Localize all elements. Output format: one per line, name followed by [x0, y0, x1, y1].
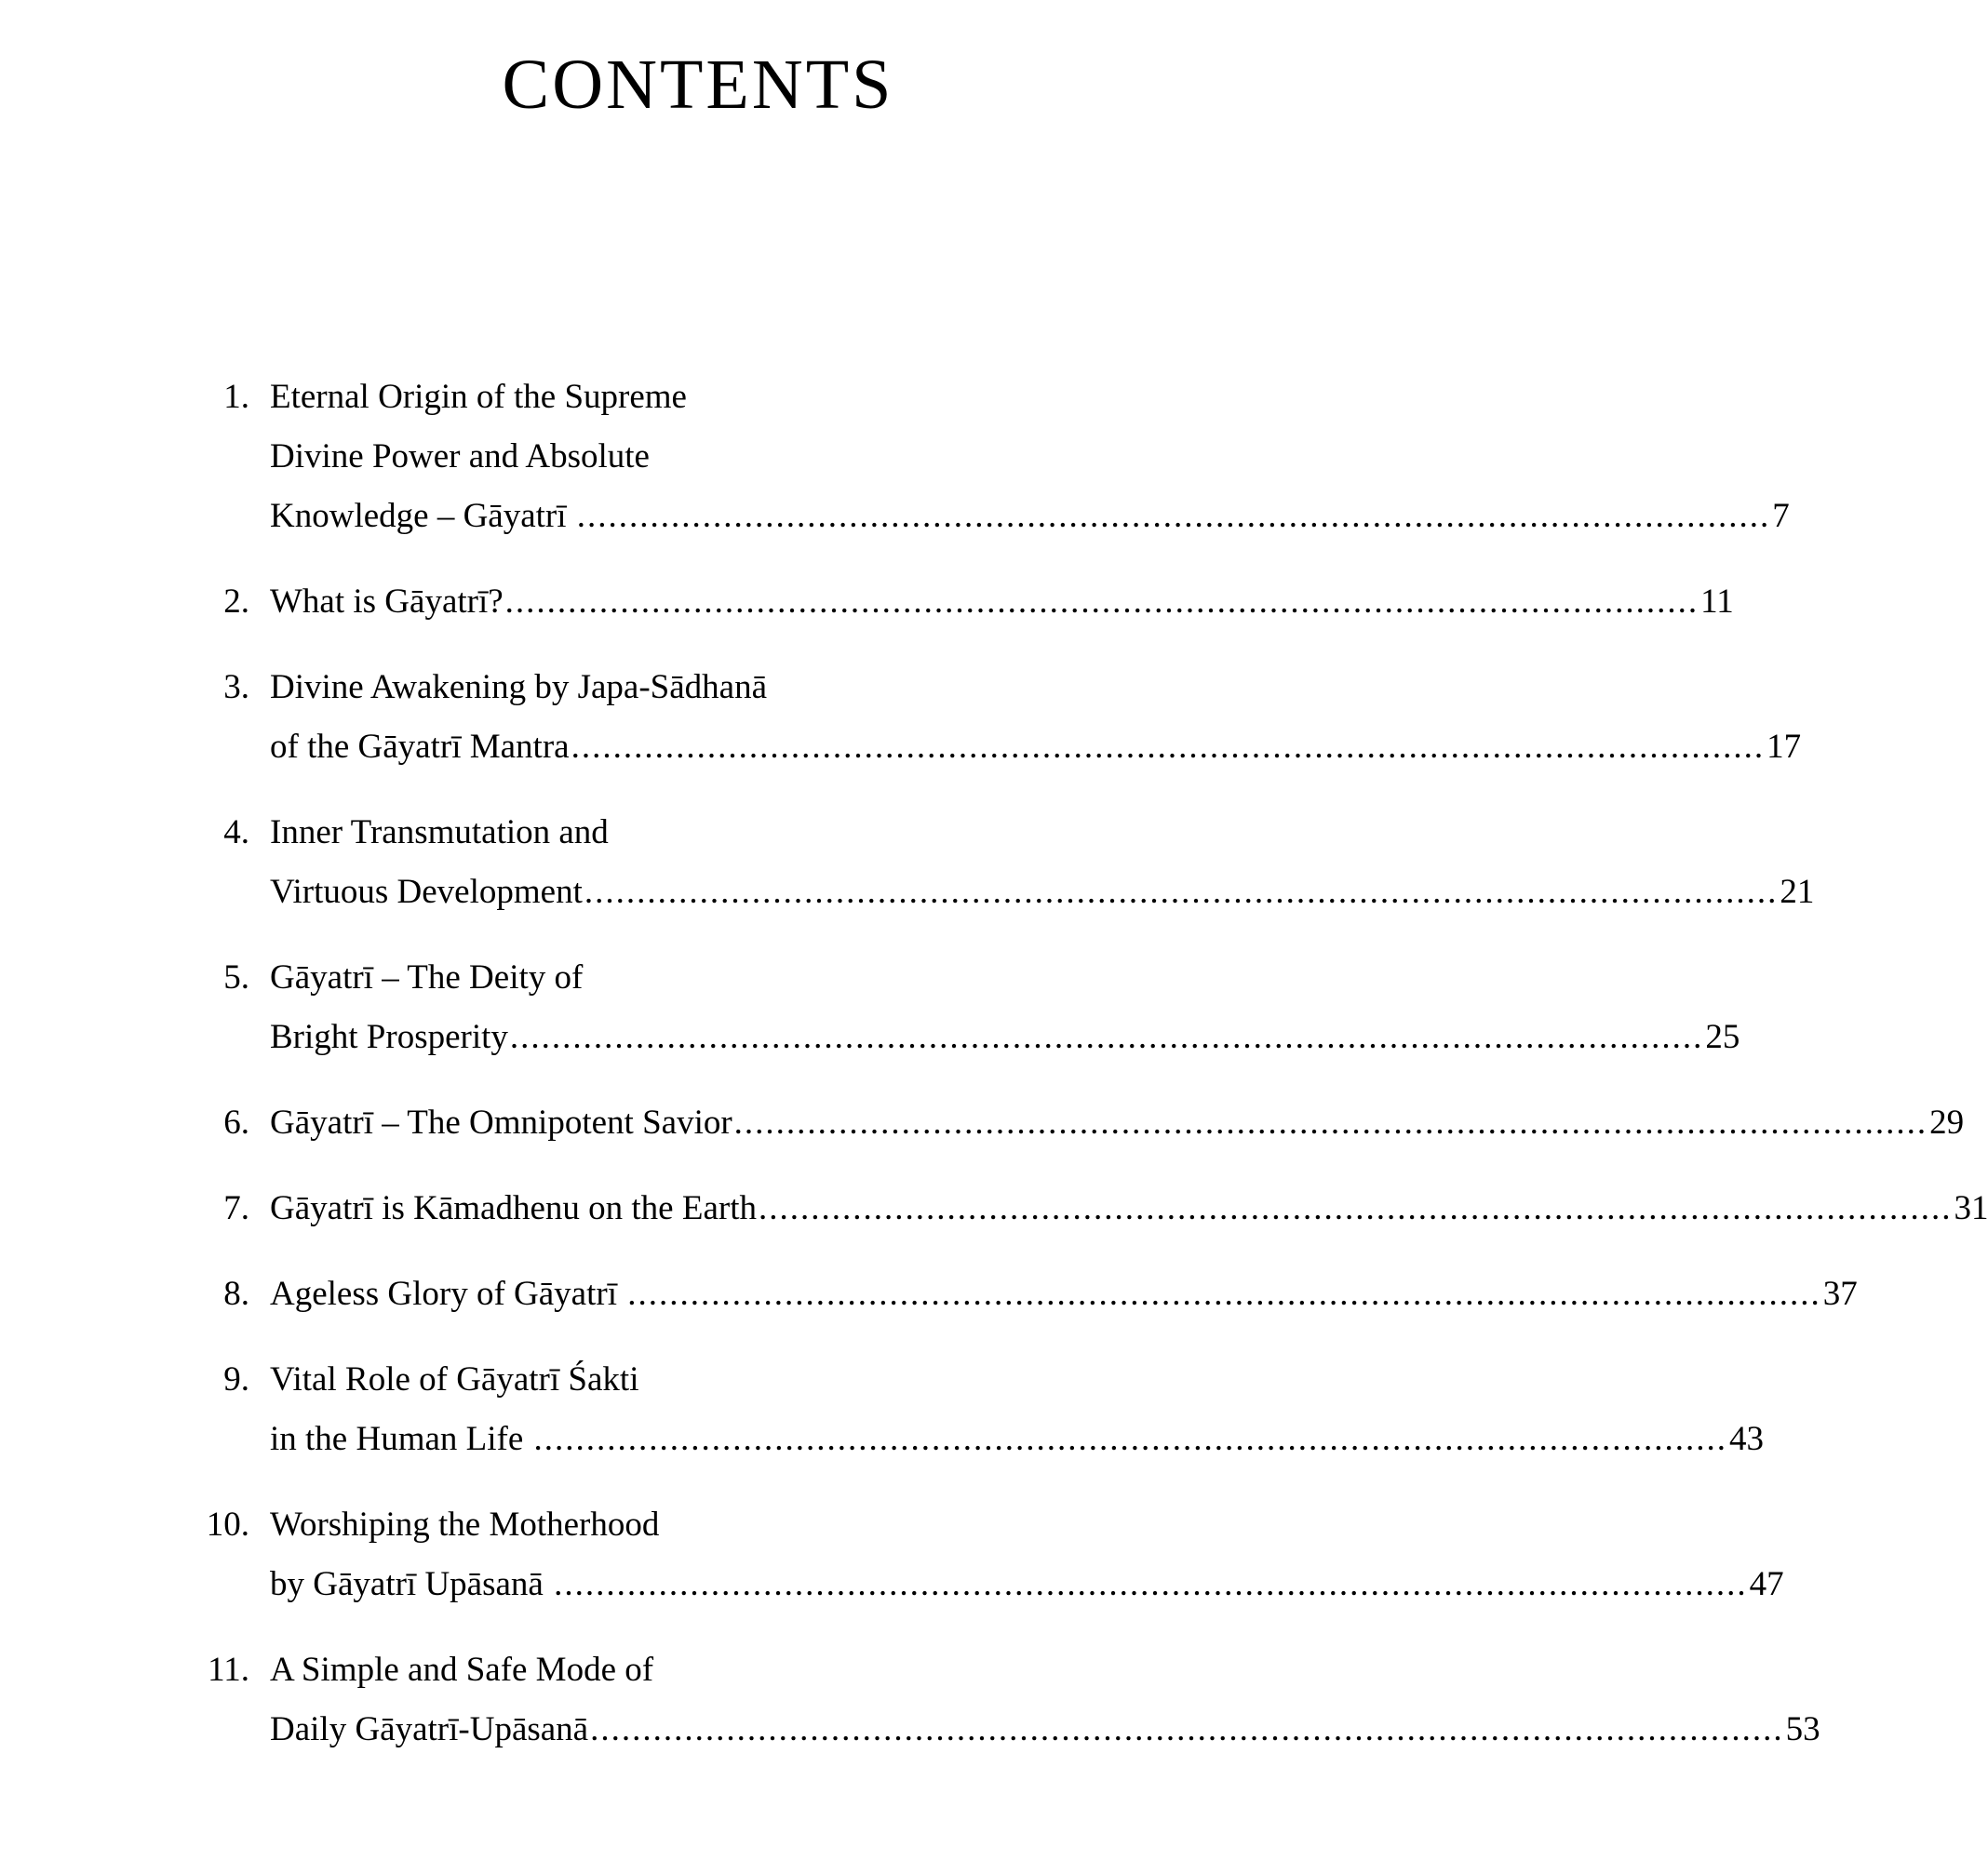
- toc-entry[interactable]: [191, 1179, 1988, 1238]
- toc-entry-title: in the Human Life: [270, 1420, 532, 1458]
- toc-entry[interactable]: [191, 368, 1790, 546]
- toc-entry-number: 8.: [223, 1275, 249, 1313]
- toc-leader-dots: [627, 1265, 1821, 1324]
- toc-page-number: 25: [1705, 1018, 1740, 1056]
- toc-entry[interactable]: [191, 1495, 1784, 1614]
- toc-entry-title: Ageless Glory of Gāyatrī: [270, 1275, 626, 1313]
- toc-leader-dots: [734, 1093, 1928, 1153]
- toc-entry-title: Divine Awakening by Japa-Sādhanā: [270, 668, 767, 706]
- toc-page-number: 47: [1749, 1565, 1784, 1603]
- toc-entry-title: Knowledge – Gāyatrī: [270, 497, 575, 535]
- toc-entry-title: Bright Prosperity: [270, 1018, 508, 1056]
- toc-entry-number: 3.: [223, 668, 249, 706]
- toc-entry-line: [270, 1008, 1740, 1067]
- toc-entry-line: [270, 368, 1790, 427]
- toc-leader-dots: [510, 1008, 1704, 1067]
- toc-entry-line: [270, 1350, 1764, 1410]
- toc-entry-title: Virtuous Development: [270, 873, 583, 911]
- toc-entry-body: [270, 1350, 1764, 1469]
- toc-entry-body: [270, 1179, 1988, 1238]
- toc-entry-title: Inner Transmutation and: [270, 813, 609, 851]
- toc-leader-dots: [759, 1179, 1953, 1238]
- toc-entry-body: [270, 1265, 1858, 1324]
- toc-entry-number: 10.: [206, 1506, 249, 1544]
- toc-entry-number: 1.: [223, 378, 249, 416]
- toc-entry-number: 7.: [223, 1189, 249, 1227]
- toc-entry-line: [270, 717, 1801, 777]
- toc-entry-line: [270, 1265, 1858, 1324]
- toc-entry-line: [270, 948, 1740, 1008]
- toc-entry[interactable]: [191, 572, 1734, 632]
- toc-leader-dots: [505, 572, 1699, 632]
- toc-entry-line: [270, 572, 1734, 632]
- toc-leader-dots: [590, 1700, 1784, 1760]
- toc-leader-dots: [584, 863, 1779, 922]
- toc-leader-dots: [534, 1410, 1728, 1469]
- page-title: CONTENTS: [502, 46, 894, 124]
- toc-page-number: 29: [1929, 1104, 1965, 1142]
- toc-entry-title: Gāyatrī – The Omnipotent Savior: [270, 1104, 732, 1142]
- toc-entry-line: [270, 1555, 1784, 1614]
- toc-entry-line: [270, 1179, 1988, 1238]
- toc-page-number: 7: [1772, 497, 1790, 535]
- toc-entry-number: 2.: [223, 582, 249, 621]
- toc-entry-body: [270, 1640, 1820, 1760]
- toc-entry-line: [270, 1410, 1764, 1469]
- toc-entry-body: [270, 658, 1801, 777]
- toc-entry-line: [270, 803, 1814, 863]
- toc-entry-title: Daily Gāyatrī-Upāsanā: [270, 1710, 589, 1748]
- toc-entry-title: of the Gāyatrī Mantra: [270, 728, 570, 766]
- toc-entry-title: Divine Power and Absolute: [270, 437, 650, 475]
- toc-entry[interactable]: [191, 1640, 1820, 1760]
- toc-entry-number: 11.: [208, 1651, 249, 1689]
- toc-page-number: 31: [1954, 1189, 1988, 1227]
- toc-entry-line: [270, 487, 1790, 546]
- toc-page-number: 43: [1729, 1420, 1765, 1458]
- toc-entry-body: [270, 368, 1790, 546]
- toc-entry[interactable]: [191, 1350, 1765, 1469]
- toc-leader-dots: [571, 717, 1766, 777]
- toc-entry-number: 4.: [223, 813, 249, 851]
- toc-entry-title: Vital Role of Gāyatrī Śakti: [270, 1360, 639, 1399]
- toc-entry-title: Worshiping the Motherhood: [270, 1506, 660, 1544]
- toc-entry-title: Gāyatrī is Kāmadhenu on the Earth: [270, 1189, 757, 1227]
- toc-entry[interactable]: [191, 948, 1740, 1067]
- toc-entry-line: [270, 1700, 1820, 1760]
- toc-entry-body: [270, 803, 1814, 922]
- toc-entry-line: [270, 1640, 1820, 1700]
- toc-entry-line: [270, 1093, 1964, 1153]
- toc-entry-title: Gāyatrī – The Deity of: [270, 958, 584, 997]
- toc-entry-number: 9.: [223, 1360, 249, 1399]
- toc-entry-line: [270, 1495, 1784, 1555]
- toc-entry-body: [270, 1093, 1964, 1153]
- toc-entry-title: A Simple and Safe Mode of: [270, 1651, 654, 1689]
- toc-page-number: 11: [1700, 582, 1734, 621]
- toc-entry-line: [270, 658, 1801, 717]
- toc-entry-body: [270, 948, 1740, 1067]
- toc-leader-dots: [554, 1555, 1748, 1614]
- toc-entry-number: 6.: [223, 1104, 249, 1142]
- toc-entry[interactable]: [191, 1265, 1858, 1324]
- toc-entry-title: What is Gāyatrī?: [270, 582, 504, 621]
- toc-page-number: 17: [1766, 728, 1802, 766]
- table-of-contents: [191, 368, 1988, 1786]
- toc-entry-line: [270, 863, 1814, 922]
- toc-entry-line: [270, 427, 1790, 487]
- toc-entry[interactable]: [191, 658, 1802, 777]
- toc-entry[interactable]: [191, 803, 1815, 922]
- toc-entry-title: Eternal Origin of the Supreme: [270, 378, 687, 416]
- toc-entry-body: [270, 1495, 1784, 1614]
- toc-page-number: 37: [1822, 1275, 1858, 1313]
- toc-entry[interactable]: [191, 1093, 1965, 1153]
- toc-page-number: 21: [1780, 873, 1815, 911]
- toc-entry-title: by Gāyatrī Upāsanā: [270, 1565, 553, 1603]
- toc-entry-body: [270, 572, 1734, 632]
- toc-entry-number: 5.: [223, 958, 249, 997]
- toc-leader-dots: [577, 487, 1771, 546]
- toc-page-number: 53: [1785, 1710, 1820, 1748]
